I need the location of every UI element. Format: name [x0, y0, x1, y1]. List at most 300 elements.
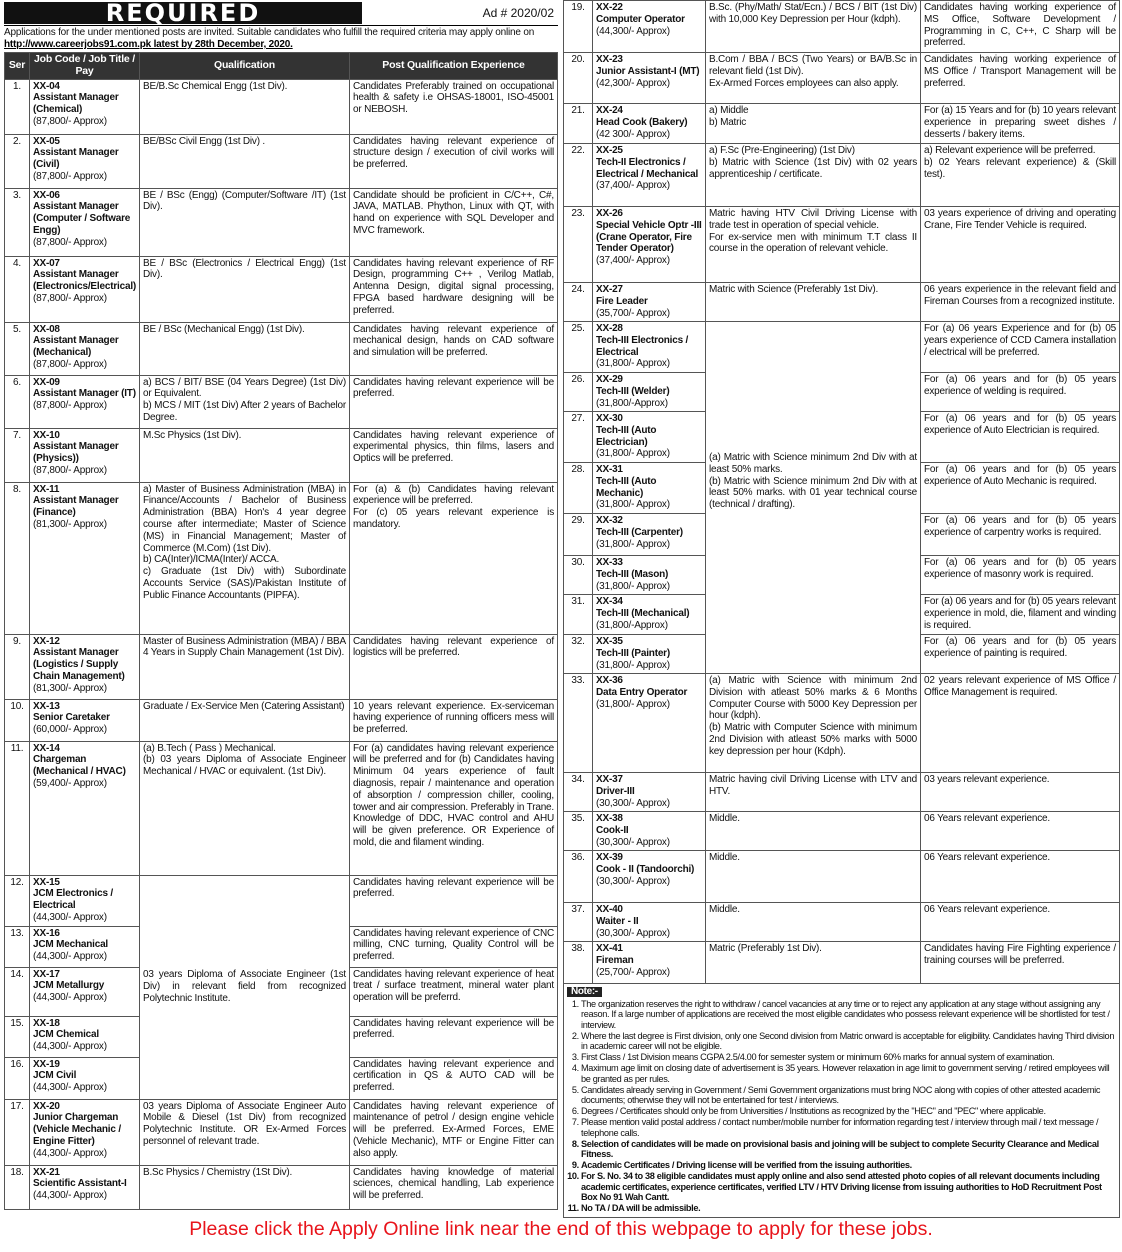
job-pay: (87,800/- Approx): [33, 236, 107, 248]
job-cell: [30, 1099, 140, 1165]
job-code: XX-08: [33, 323, 60, 335]
experience: 02 years relevant experience of MS Office / Office Management is required.: [921, 674, 1120, 773]
job-pay: (87,800/- Approx): [33, 400, 107, 412]
serial-number: 28.: [564, 463, 593, 514]
job-title: JCM Metallurgy: [33, 980, 105, 992]
jobs-table-left: [4, 52, 558, 1210]
job-code: XX-25: [596, 145, 623, 156]
serial-number: 37.: [564, 903, 593, 942]
apply-link[interactable]: http://www.careerjobs91.com.pk latest by 28th December, 2020.: [4, 39, 293, 50]
experience: Candidates having relevant experience of CNC milling, CNC turning, Quality Control will be preferred.: [350, 926, 558, 967]
job-cell: [30, 1057, 140, 1099]
table-row: [564, 812, 1120, 851]
job-pay: (59,400/- Approx): [33, 777, 107, 789]
left-column: [4, 0, 558, 1210]
job-cell: [593, 207, 706, 283]
job-title: Tech-III (Mechanical): [596, 607, 690, 619]
job-title: Tech-III (Auto Electrician): [596, 424, 657, 448]
table-row: [5, 699, 558, 741]
job-cell: [30, 79, 140, 134]
intro-text: [4, 26, 558, 52]
experience: Candidates having relevant experience of maintenance of petrol / design engine vehicle will be preferred. Ex-Armed Forces, EME (Vehicle Mechanic), MTF or Engine Fitter can also apply.: [350, 1099, 558, 1165]
serial-number: 2.: [5, 134, 30, 188]
ad-title: REQUIRED: [4, 2, 362, 24]
job-title: Tech-III Electronics / Electrical: [596, 334, 689, 358]
job-code: XX-26: [596, 208, 623, 219]
job-title: Driver-III: [596, 785, 635, 797]
job-code: XX-35: [596, 636, 623, 647]
job-code: XX-41: [596, 943, 623, 954]
job-code: XX-34: [596, 596, 623, 607]
serial-number: 34.: [564, 773, 593, 812]
serial-number: 33.: [564, 674, 593, 773]
table-row: [5, 1165, 558, 1209]
serial-number: 29.: [564, 514, 593, 556]
job-title: Assistant Manager (Civil): [33, 147, 119, 171]
experience: For (a) candidates having relevant experience will be preferred and for (b) Candidates having Minimum 04 years experience of fault diagnosis, repair / maintenance and operation of absorption / compression chiller, cooling, tower and air compression. Preferably in Trane. Knowledge of DDC, HVAC control and AHU will be given preference. OR Experience of mold, die and filament winding.: [350, 741, 558, 875]
table-row: [564, 674, 1120, 773]
qualification: Matric having HTV Civil Driving License with trade test in operation of special vehicle. For ex-service men with minimum T.T class II course in the operation of relevant vehicle.: [706, 207, 921, 283]
job-pay: (81,300/- Approx): [33, 682, 107, 694]
job-code: XX-12: [33, 635, 60, 647]
qualification: 03 years Diploma of Associate Engineer Auto Mobile & Diesel (1st Div) from recognized Polytechnic Institute. OR Ex-Armed Forces personnel of relevant trade.: [140, 1099, 350, 1165]
right-column: [563, 0, 1120, 1218]
table-row: [564, 322, 1120, 373]
job-pay: (30,300/- Approx): [596, 927, 670, 939]
experience: For (a) 06 years and for (b) 05 years experience of Auto Mechanic is required.: [921, 463, 1120, 514]
job-code: XX-06: [33, 189, 60, 201]
job-title: Senior Caretaker: [33, 712, 110, 724]
table-row: [564, 53, 1120, 104]
serial-number: 26.: [564, 373, 593, 412]
job-cell: [593, 412, 706, 463]
experience: Candidates having relevant experience will be preferred.: [350, 375, 558, 428]
serial-number: 10.: [5, 699, 30, 741]
serial-number: 27.: [564, 412, 593, 463]
serial-number: 25.: [564, 322, 593, 373]
experience: For (a) 15 Years and for (b) 10 years relevant experience in preparing sweet dishes / desserts / bakery items.: [921, 104, 1120, 144]
job-title: Assistant Manager (Finance): [33, 495, 119, 519]
job-code: XX-18: [33, 1017, 60, 1029]
experience: For (a) 06 years and for (b) 05 years experience of painting is required.: [921, 635, 1120, 674]
job-code: XX-39: [596, 852, 623, 863]
qualification: a) BCS / BIT/ BSE (04 Years Degree) (1st Div) or Equivalent. b) MCS / MIT (1st Div) After 2 years of Bachelor Degree.: [140, 375, 350, 428]
job-cell: [30, 926, 140, 967]
job-pay: (44,300/- Approx): [33, 1082, 107, 1094]
qualification: BE / BSc (Engg) (Computer/Software /IT) (1st Div).: [140, 188, 350, 256]
header-ser: Ser: [5, 53, 30, 80]
table-row: [564, 773, 1120, 812]
experience: For (a) 06 years and for (b) 05 years experience of masonry work is required.: [921, 556, 1120, 595]
note-item: 5. Candidates already serving in Government / Semi Government organizations must bring NOC along with copies of other attested academic documents; otherwise they will not be entertained for test / interviews.: [581, 1085, 1116, 1105]
job-pay: (44,300/- Approx): [33, 951, 107, 963]
job-code: XX-11: [33, 483, 60, 495]
table-row: [5, 134, 558, 188]
table-row: [5, 1099, 558, 1165]
job-cell: [593, 463, 706, 514]
notes-list: [567, 999, 1116, 1213]
job-cell: [30, 875, 140, 926]
serial-number: 12.: [5, 875, 30, 926]
job-cell: [30, 188, 140, 256]
serial-number: 4.: [5, 256, 30, 322]
job-title: Tech-III (Carpenter): [596, 526, 683, 538]
job-pay: (31,800/- Approx): [596, 698, 670, 710]
qualification: (a) Matric with Science with minimum 2nd Division with atleast 50% marks & 6 Months Computer Course with 5000 Key Depression per hour (kdph). (b) Matric with Computer Science with minimum 2nd Division with atleast 50% marks with 5000 key depression per hour (Kdph).: [706, 674, 921, 773]
table-row: [5, 79, 558, 134]
job-pay: (44,300/- Approx): [33, 1190, 107, 1202]
job-pay: (31,800/-Approx): [596, 397, 668, 409]
serial-number: 31.: [564, 595, 593, 635]
job-cell: [593, 104, 706, 144]
experience: Candidates having relevant experience and certification in QS & AUTO CAD will be preferred.: [350, 1057, 558, 1099]
job-code: XX-30: [596, 413, 623, 424]
job-cell: [593, 674, 706, 773]
job-title: Assistant Manager (Electronics/Electrical): [33, 269, 137, 293]
experience: Candidates having knowledge of material sciences, chemical handling, Lab experience will be preferred.: [350, 1165, 558, 1209]
serial-number: 13.: [5, 926, 30, 967]
job-cell: [30, 1016, 140, 1057]
job-code: XX-19: [33, 1058, 60, 1070]
job-pay: (25,700/- Approx): [596, 966, 670, 978]
experience: Candidates having Fire Fighting experience / training courses will be preferred.: [921, 942, 1120, 984]
qualification: Matric having civil Driving License with LTV and HTV.: [706, 773, 921, 812]
job-title: Fireman: [596, 954, 634, 966]
header-qualification: Qualification: [140, 53, 350, 80]
serial-number: 36.: [564, 851, 593, 903]
serial-number: 15.: [5, 1016, 30, 1057]
table-row: [564, 1, 1120, 53]
qualification: (a) B.Tech ( Pass ) Mechanical. (b) 03 years Diploma of Associate Engineer Mechanical / HVAC or equivalent. (1st Div).: [140, 741, 350, 875]
serial-number: 38.: [564, 942, 593, 984]
note-item: 11. No TA / DA will be admissible.: [581, 1203, 1116, 1213]
serial-number: 7.: [5, 428, 30, 482]
job-title: Computer Operator: [596, 13, 685, 25]
job-pay: (31,800/- Approx): [596, 448, 670, 460]
note-item: 3. First Class / 1st Division means CGPA 2.5/4.00 for semester system or minimum 60% marks for annual system of examination.: [581, 1052, 1116, 1062]
experience: 06 years experience in the relevant field and Fireman Courses from a recognized institute.: [921, 283, 1120, 322]
job-title: Tech-III (Auto Mechanic): [596, 475, 657, 499]
experience: 06 Years relevant experience.: [921, 851, 1120, 903]
note-item: 7. Please mention valid postal address / contact number/mobile number for information regarding test / interview through mail / text message / telephone calls.: [581, 1117, 1116, 1137]
table-row: [564, 207, 1120, 283]
job-title: Chargeman (Mechanical / HVAC): [33, 754, 126, 778]
job-pay: (35,700/- Approx): [596, 307, 670, 319]
qualification: Matric with Science (Preferably 1st Div).: [706, 283, 921, 322]
qualification: B.Sc Physics / Chemistry (1St Div).: [140, 1165, 350, 1209]
table-header: [5, 53, 558, 80]
job-pay: (31,800/- Approx): [596, 659, 670, 671]
job-title: Tech-III (Welder): [596, 385, 670, 397]
job-title: Fire Leader: [596, 295, 648, 307]
job-title: Tech-III (Mason): [596, 568, 669, 580]
table-row: [5, 188, 558, 256]
job-pay: (87,800/- Approx): [33, 464, 107, 476]
serial-number: 3.: [5, 188, 30, 256]
serial-number: 5.: [5, 322, 30, 375]
serial-number: 6.: [5, 375, 30, 428]
experience: Candidates having relevant experience will be preferred.: [350, 875, 558, 926]
job-pay: (30,300/- Approx): [596, 836, 670, 848]
experience: For (a) & (b) Candidates having relevant experience will be preferred. For (c) 05 years relevant experience is mandatory.: [350, 482, 558, 634]
job-pay: (30,300/- Approx): [596, 875, 670, 887]
serial-number: 35.: [564, 812, 593, 851]
job-pay: (31,800/- Approx): [596, 358, 670, 370]
job-cell: [593, 1, 706, 53]
table-row: [5, 375, 558, 428]
table-row: [5, 428, 558, 482]
job-title: Cook-II: [596, 824, 629, 836]
job-code: XX-07: [33, 257, 60, 269]
experience: For (a) 06 years and for (b) 05 years experience of Auto Electrician is required.: [921, 412, 1120, 463]
job-code: XX-21: [33, 1166, 60, 1178]
serial-number: 23.: [564, 207, 593, 283]
job-cell: [593, 556, 706, 595]
job-title: Junior Assistant-I (MT): [596, 65, 700, 77]
job-cell: [593, 144, 706, 207]
note-item: 1. The organization reserves the right to withdraw / cancel vacancies at any time or to reject any application at any stage without assigning any reason. If a large number of applications are received the most eligible candidates who possess relevant experience will be shortlisted for test / interview.: [581, 999, 1116, 1030]
job-title: Junior Chargeman (Vehicle Mechanic / Engine Fitter): [33, 1112, 121, 1147]
job-cell: [30, 1165, 140, 1209]
experience: For (a) 06 years and for (b) 05 years experience of welding is required.: [921, 373, 1120, 412]
job-code: XX-14: [33, 742, 60, 754]
job-title: Head Cook (Bakery): [596, 116, 688, 128]
experience: 06 Years relevant experience.: [921, 903, 1120, 942]
job-cell: [30, 134, 140, 188]
job-code: XX-13: [33, 700, 60, 712]
job-code: XX-10: [33, 429, 60, 441]
serial-number: 14.: [5, 967, 30, 1016]
job-pay: (44,300/- Approx): [33, 992, 107, 1004]
header-experience: Post Qualification Experience: [350, 53, 558, 80]
qualification: a) Master of Business Administration (MBA) in Finance/Accounts / Bachelor of Business Administration (BBA) Hon's 4 year degree course after intermediate; Master of Science (MS) in Financial Management; Master of Commerce (M.Com) (1st Div). b) CA(Inter)/ICMA(Inter)/ ACCA. c) Graduate (1st Div) with) Subordinate Accounts Service (SAS)/Pakistan Institute of Public Finance Accountants (PIPFA).: [140, 482, 350, 634]
job-code: XX-22: [596, 2, 623, 13]
job-title: Waiter - II: [596, 915, 639, 927]
serial-number: 21.: [564, 104, 593, 144]
job-cell: [593, 812, 706, 851]
intro-sentence: Applications for the under mentioned posts are invited. Suitable candidates who fulfill the required criteria may apply online on: [4, 27, 535, 38]
table-row: [564, 942, 1120, 984]
job-code: XX-24: [596, 105, 623, 116]
experience: Candidates having relevant experience of RF Design, programming C++ , Verilog Matlab, Antenna Design, digital signal processing, FPGA based hardware designing will be preferred.: [350, 256, 558, 322]
qualification: BE/BSc Civil Engg (1st Div) .: [140, 134, 350, 188]
experience: 03 years relevant experience.: [921, 773, 1120, 812]
job-cell: [30, 741, 140, 875]
job-pay: (60,000/- Approx): [33, 724, 107, 736]
qualification: B.Com / BBA / BCS (Two Years) or BA/B.Sc in relevant field (1st Div). Ex-Armed Forces employees can also apply.: [706, 53, 921, 104]
job-code: XX-36: [596, 675, 623, 686]
serial-number: 18.: [5, 1165, 30, 1209]
serial-number: 19.: [564, 1, 593, 53]
note-item: 9. Academic Certificates / Driving license will be verified from the issuing authorities.: [581, 1160, 1116, 1170]
qualification: BE/B.Sc Chemical Engg (1st Div).: [140, 79, 350, 134]
qualification: Graduate / Ex-Service Men (Catering Assistant): [140, 699, 350, 741]
job-pay: (87,800/- Approx): [33, 115, 107, 127]
job-pay: (42,300/- Approx): [596, 77, 670, 89]
job-cell: [30, 256, 140, 322]
job-cell: [593, 595, 706, 635]
job-code: XX-27: [596, 284, 623, 295]
qualification: a) Middle b) Matric: [706, 104, 921, 144]
job-title: Assistant Manager (IT): [33, 388, 136, 400]
job-cell: [593, 851, 706, 903]
job-cell: [593, 773, 706, 812]
experience: Candidate should be proficient in C/C++, C#, JAVA, MATLAB. Phython, Linux with QT, with hand on experience with SQL Developer and MVC framework.: [350, 188, 558, 256]
job-code: XX-32: [596, 515, 623, 526]
serial-number: 30.: [564, 556, 593, 595]
serial-number: 24.: [564, 283, 593, 322]
job-title: Data Entry Operator: [596, 686, 688, 698]
table-row: [5, 322, 558, 375]
job-code: XX-16: [33, 927, 60, 939]
serial-number: 9.: [5, 634, 30, 699]
apply-online-notice: Please click the Apply Online link near the end of this webpage to apply for these jobs.: [189, 1218, 933, 1240]
experience: a) Relevant experience will be preferred. b) 02 Years relevant experience) & (Skill test).: [921, 144, 1120, 207]
qualification: a) F.Sc (Pre-Engineering) (1st Div) b) Matric with Science (1st Div) with 02 years apprenticeship / certificate.: [706, 144, 921, 207]
experience: Candidates having relevant experience of logistics will be preferred.: [350, 634, 558, 699]
job-code: XX-38: [596, 813, 623, 824]
job-cell: [30, 634, 140, 699]
job-title: Tech-II Electronics / Electrical / Mechanical: [596, 156, 699, 180]
job-pay: (30,300/- Approx): [596, 797, 670, 809]
experience: Candidates having relevant experience will be preferred.: [350, 1016, 558, 1057]
job-cell: [593, 322, 706, 373]
notes-heading: Note:-: [567, 987, 602, 997]
job-pay: (37,400/- Approx): [596, 255, 670, 267]
job-title: Assistant Manager (Physics)): [33, 441, 119, 465]
experience: 10 years relevant experience. Ex-serviceman having experience of running officers mess will be preferred.: [350, 699, 558, 741]
ad-number: Ad # 2020/02: [482, 5, 554, 20]
job-code: XX-04: [33, 80, 60, 92]
job-title: Assistant Manager (Mechanical): [33, 335, 119, 359]
job-title: Assistant Manager (Logistics / Supply Chain Management): [33, 647, 125, 682]
qualification: Master of Business Administration (MBA) / BBA 4 Years in Supply Chain Management (1st Div).: [140, 634, 350, 699]
job-pay: (31,800/- Approx): [596, 580, 670, 592]
qualification: Middle.: [706, 812, 921, 851]
note-item: 2. Where the last degree is First division, only one Second division from Matric onward is acceptable for eligibility. Candidates having Third division in academic career will not be eligible.: [581, 1031, 1116, 1051]
job-title: JCM Electronics / Electrical: [33, 888, 113, 912]
job-pay: (87,800/- Approx): [33, 292, 107, 304]
experience: For (a) 06 years Experience and for (b) 05 years experience of CCD Camera installation / electrical will be preferred.: [921, 322, 1120, 373]
job-code: XX-17: [33, 968, 60, 980]
job-code: XX-15: [33, 876, 60, 888]
job-cell: [593, 635, 706, 674]
job-pay: (31,800/- Approx): [596, 538, 670, 550]
job-title: Special Vehicle Optr -III (Crane Operator, Fire Tender Operator): [596, 219, 702, 255]
serial-number: 22.: [564, 144, 593, 207]
job-pay: (44,300/- Approx): [596, 25, 670, 37]
job-cell: [593, 942, 706, 984]
table-row: [5, 482, 558, 634]
job-cell: [593, 903, 706, 942]
job-cell: [593, 373, 706, 412]
job-pay: (44,300/- Approx): [33, 911, 107, 923]
qualification: (a) Matric with Science minimum 2nd Div with at least 50% marks. (b) Matric with Science minimum 2nd Div with at least 50% marks. with 01 year technical course (technical / drafting).: [706, 322, 921, 674]
serial-number: 8.: [5, 482, 30, 634]
job-cell: [30, 322, 140, 375]
experience: 03 years experience of driving and operating Crane, Fire Tender Vehicle is required.: [921, 207, 1120, 283]
notes-section: [563, 984, 1120, 1218]
table-row: [5, 741, 558, 875]
job-pay: (87,800/- Approx): [33, 358, 107, 370]
jobs-table-right: [563, 0, 1120, 984]
header-job: Job Code / Job Title / Pay: [30, 53, 140, 80]
job-title: Scientific Assistant-I: [33, 1178, 127, 1190]
experience: Candidates having working experience of MS Office, Software Development / Programming in C, C++, C Sharp will be preferred.: [921, 1, 1120, 53]
qualification: Middle.: [706, 851, 921, 903]
note-item: 8. Selection of candidates will be made on provisional basis and joining will be subject to complete Security Clearance and Medical Fitness.: [581, 1139, 1116, 1159]
job-code: XX-37: [596, 774, 623, 785]
qualification: BE / BSc (Mechanical Engg) (1st Div).: [140, 322, 350, 375]
job-pay: (44,300/- Approx): [33, 1041, 107, 1053]
qualification: Matric (Preferably 1st Div).: [706, 942, 921, 984]
job-pay: (37,400/- Approx): [596, 180, 670, 192]
job-title: JCM Chemical: [33, 1029, 99, 1041]
job-pay: (42 300/- Approx): [596, 128, 670, 140]
table-row: [564, 283, 1120, 322]
job-code: XX-23: [596, 54, 623, 65]
job-title: Assistant Manager (Computer / Software Engg): [33, 201, 131, 236]
job-title: Tech-III (Painter): [596, 647, 671, 659]
job-code: XX-09: [33, 376, 60, 388]
job-cell: [30, 967, 140, 1016]
qualification: M.Sc Physics (1st Div).: [140, 428, 350, 482]
job-title: Assistant Manager (Chemical): [33, 92, 119, 116]
job-code: XX-31: [596, 464, 623, 475]
job-pay: (44,300/- Approx): [33, 1147, 107, 1159]
job-cell: [30, 375, 140, 428]
experience: Candidates having working experience of MS Office / Transport Management will be preferred.: [921, 53, 1120, 104]
job-cell: [30, 699, 140, 741]
experience: Candidates having relevant experience of structure design / execution of civil works will be preferred.: [350, 134, 558, 188]
qualification: Middle.: [706, 903, 921, 942]
serial-number: 16.: [5, 1057, 30, 1099]
job-code: XX-20: [33, 1100, 60, 1112]
table-row: [5, 875, 558, 926]
job-pay: (31,800/-Approx): [596, 619, 668, 631]
note-item: 10. For S. No. 34 to 38 eligible candidates must apply online and also send attested photo copies of all relevant documents including academic certificates, experience certificates, verified LTV / HTV Driving license from issuing authorities to HoD Recruitment Post Box No 91 Wah Cantt.: [581, 1171, 1116, 1202]
job-cell: [593, 53, 706, 104]
job-code: XX-28: [596, 323, 623, 334]
job-title: JCM Mechanical: [33, 939, 109, 951]
table-row: [564, 104, 1120, 144]
experience: Candidates having relevant experience of heat treat / surface treatment, mineral water plant operation will be preferrd.: [350, 967, 558, 1016]
serial-number: 17.: [5, 1099, 30, 1165]
job-title: JCM Civil: [33, 1070, 77, 1082]
job-pay: (87,800/- Approx): [33, 170, 107, 182]
serial-number: 11.: [5, 741, 30, 875]
job-code: XX-33: [596, 557, 623, 568]
table-row: [564, 144, 1120, 207]
note-item: 6. Degrees / Certificates should only be from Universities / Institutions as recognized by the "HEC" and "PEC" where applicable.: [581, 1106, 1116, 1116]
experience: Candidates Preferably trained on occupational health & safety i.e OHSAS-18001, ISO-45001 or NEBOSH.: [350, 79, 558, 134]
qualification: 03 years Diploma of Associate Engineer (1st Div) in relevant field from recognized Polytechnic Institute.: [140, 875, 350, 1099]
table-row: [564, 903, 1120, 942]
qualification: BE / BSc (Electronics / Electrical Engg) (1st Div).: [140, 256, 350, 322]
job-title: Cook - II (Tandoorchi): [596, 863, 695, 875]
experience: For (a) 06 years and for (b) 05 years relevant experience in mold, die, filament and winding is required.: [921, 595, 1120, 635]
job-code: XX-05: [33, 135, 60, 147]
job-code: XX-40: [596, 904, 623, 915]
job-pay: (81,300/- Approx): [33, 518, 107, 530]
table-row: [5, 256, 558, 322]
job-cell: [593, 283, 706, 322]
job-cell: [30, 428, 140, 482]
serial-number: 32.: [564, 635, 593, 674]
experience: 06 Years relevant experience.: [921, 812, 1120, 851]
experience: Candidates having relevant experience of experimental physics, thin films, lasers and Optics will be preferred.: [350, 428, 558, 482]
qualification: B.Sc. (Phy/Math/ Stat/Ecn.) / BCS / BIT (1st Div) with 10,000 Key Depression per Hour (kdph).: [706, 1, 921, 53]
